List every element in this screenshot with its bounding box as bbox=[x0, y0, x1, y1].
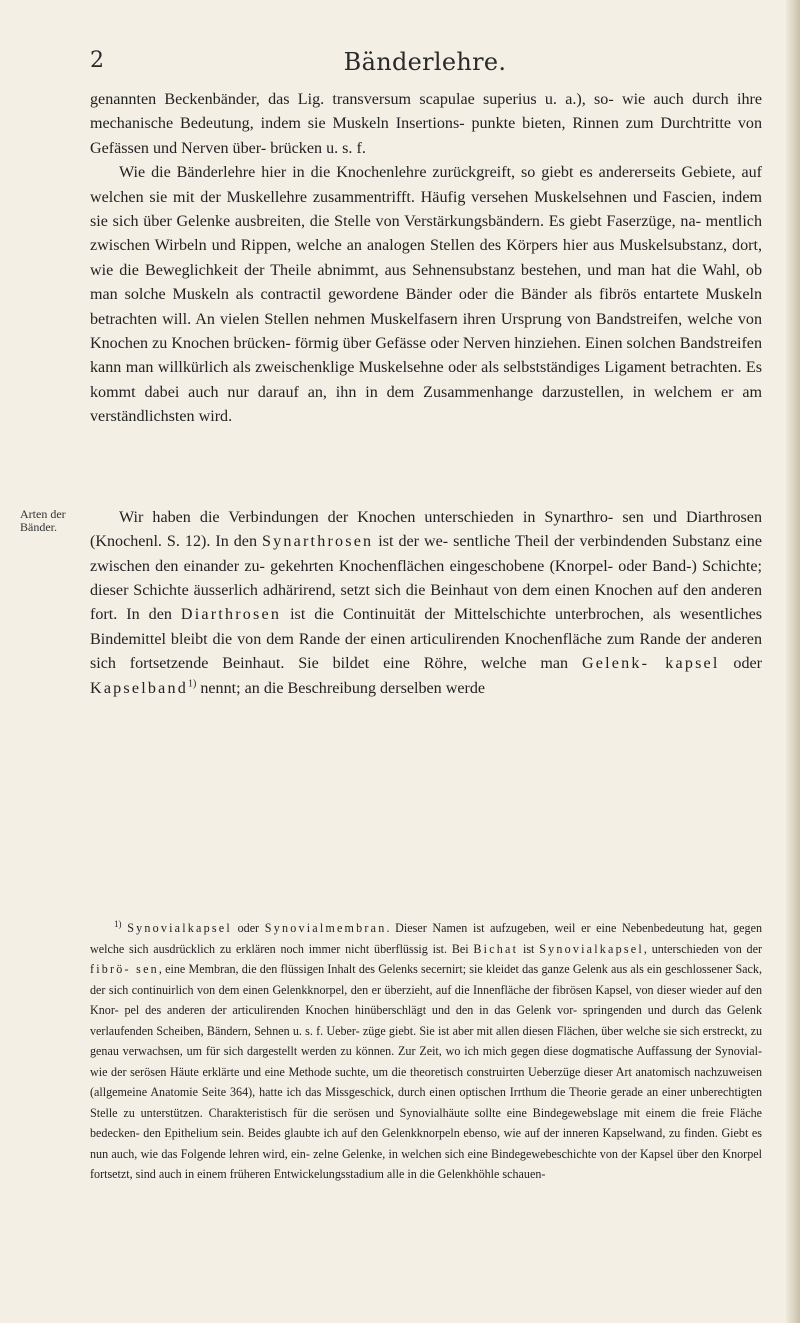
footnote-term: fibrö- sen bbox=[90, 962, 159, 976]
footnote-reference[interactable]: 1) bbox=[187, 678, 197, 690]
footnote-section bbox=[90, 918, 762, 1185]
paragraph-3-text-b: ist der we- sentliche Theil der verbindenden Substanz eine zwischen den einander zu- gekehrten Knochenflächen eingeschobene (Knorpel- oder Band-) Schichte; dieser Schichte äusserlich adhärirend, setzt sich die Beinhaut von dem einen Knochen auf den anderen fort. In den bbox=[90, 533, 762, 624]
footnote-text: ist bbox=[518, 941, 540, 956]
margin-note: Arten der Bänder. bbox=[20, 506, 66, 534]
footnote-1 bbox=[90, 918, 762, 1185]
footnote-text: oder bbox=[231, 921, 265, 935]
footnote-text: , unterschieden von der bbox=[643, 941, 763, 956]
footnote-term: Synovialmembran bbox=[264, 921, 387, 935]
footnote-term: Synovialkapsel bbox=[539, 941, 644, 956]
page-number: 2 bbox=[90, 48, 104, 73]
section-gap bbox=[90, 430, 762, 506]
paragraph-2: Wie die Bänderlehre hier in die Knochenlehre zurückgreift, so giebt es andererseits Gebiete, auf welchen sie mit der Muskellehre zusammentrifft. Häufig versehen Muskelsehnen und Fascien, indem sie sich über Gelenke ausbreiten, die Stelle von Verstärkungsbändern. Es giebt Faserzüge, na- mentlich zwischen Wirbeln und Rippen, welche an analogen Stellen des Körpers hier aus Muskelsubstanz, dort, wie die Beweglichkeit der Theile abnimmt, aus Sehnensubstanz bestehen, und man hat die Wahl, ob man solche Muskeln als contractil gewordene Bänder oder die Bänder als fibrös entartete Muskeln betrachten will. An vielen Stellen nehmen Muskelfasern ihren Ursprung von Bandstreifen, welche von Knochen zu Knochen brücken- förmig über Gefässe oder Nerven hinziehen. Einen solchen Bandstreifen kann man willkürlich als zweischenklige Muskelsehne oder als selbstständiges Ligament betrachten. Es kommt dabei auch nur darauf an, ihn in dem Zusammenhange darzustellen, in welchem er am verständlichsten wird. bbox=[90, 164, 762, 426]
term-kapselband: Kapselband bbox=[90, 679, 188, 697]
running-head: Bänderlehre. bbox=[343, 48, 507, 76]
paragraph-1: genannten Beckenbänder, das Lig. transversum scapulae superius u. a.), so- wie auch durch ihre mechanische Bedeutung, indem sie Muskeln Insertions- punkte bieten, Rinnen zum Durchtritte von Gefässen und Nerven über- brücken u. s. f. bbox=[90, 91, 762, 157]
footnote-text: . Dieser Namen ist aufzugeben, weil er eine Nebenbedeutung hat, gegen welche sich ausdrücklich zu erklären noch immer nicht überflüssig ist. Bei bbox=[90, 921, 762, 956]
paragraph-3-text-a: Wir haben die Verbindungen der Knochen unterschieden in Synarthro- sen und Diarthrosen (Knochenl. S. 12). In den bbox=[90, 508, 762, 551]
paragraph-3-text-d: oder bbox=[719, 655, 762, 673]
body-text bbox=[20, 88, 763, 701]
term-gelenkkapsel: Gelenk- kapsel bbox=[581, 655, 720, 673]
page-edge bbox=[786, 0, 800, 1323]
term-diarthrosen: Diarthrosen bbox=[180, 606, 282, 624]
paragraph-3-text-e: nennt; an die Beschreibung derselben werde bbox=[196, 679, 486, 697]
page-header bbox=[90, 48, 760, 78]
term-synarthrosen: Synarthrosen bbox=[261, 533, 374, 551]
paragraph-3-text-c: ist die Continuität der Mittelschichte unterbrochen, als wesentliches Bindemittel bleibt die von dem Rande der einen articulirenden Knochenfläche zum Rande der anderen sich fortsetzende Beinhaut. Sie bildet eine Röhre, welche man bbox=[90, 606, 763, 673]
footnote-term: Synovialkapsel bbox=[127, 921, 232, 935]
footnote-term: Bichat bbox=[473, 941, 519, 956]
paragraph-3 bbox=[20, 506, 763, 701]
footnote-marker: 1) bbox=[114, 918, 122, 929]
footnote-text: , eine Membran, die den flüssigen Inhalt des Gelenks secernirt; sie kleidet das ganze Gelenk aus als ein geschlossener Sack, der sich continuirlich von dem einen Gelenkknorpel, den er überzieht, auf die Innenfläche der fibrösen Kapsel, von dieser wieder auf den Knor- pel des anderen der articulirenden Knochen hinüberschlägt und den in das Gelenk vor- springenden und durch das Gelenk verlaufenden Scheiben, Bändern, Sehnen u. s. f. Ueber- züge giebt. Sie ist aber mit allen diesen Flächen, über welche sie sich erstreckt, zu genau verwachsen, um für sich dargestellt werden zu können. Zur Zeit, wo ich mich gegen diese dogmatische Auffassung der Synovial- wie der serösen Häute erklärte und eine Methode suchte, um die theoretisch construirten Ueberzüge dieser Art anatomisch nachzuweisen (allgemeine Anatomie Seite 364), hatte ich das Missgeschick, durch einen optischen Irrthum die Theorie gerade an einer unberechtigten Stelle zu unterstützen. Charakteristisch für die serösen und Synovialhäute sollte eine Bindegewebslage mit einem die freie Fläche bedecken- den Epithelium sein. Beides glaubte ich auf den Gelenkknorpeln ebenso, wie auf der inneren Kapselwand, zu finden. Giebt es nun auch, wie das Folgende lehren wird, ein- zelne Gelenke, in welchen sich eine Bindegewebeschichte von der Kapsel über den Knorpel fortsetzt, sind auch in einem früheren Entwickelungsstadium alle in die Gelenkhöhle schauen- bbox=[90, 962, 762, 1181]
